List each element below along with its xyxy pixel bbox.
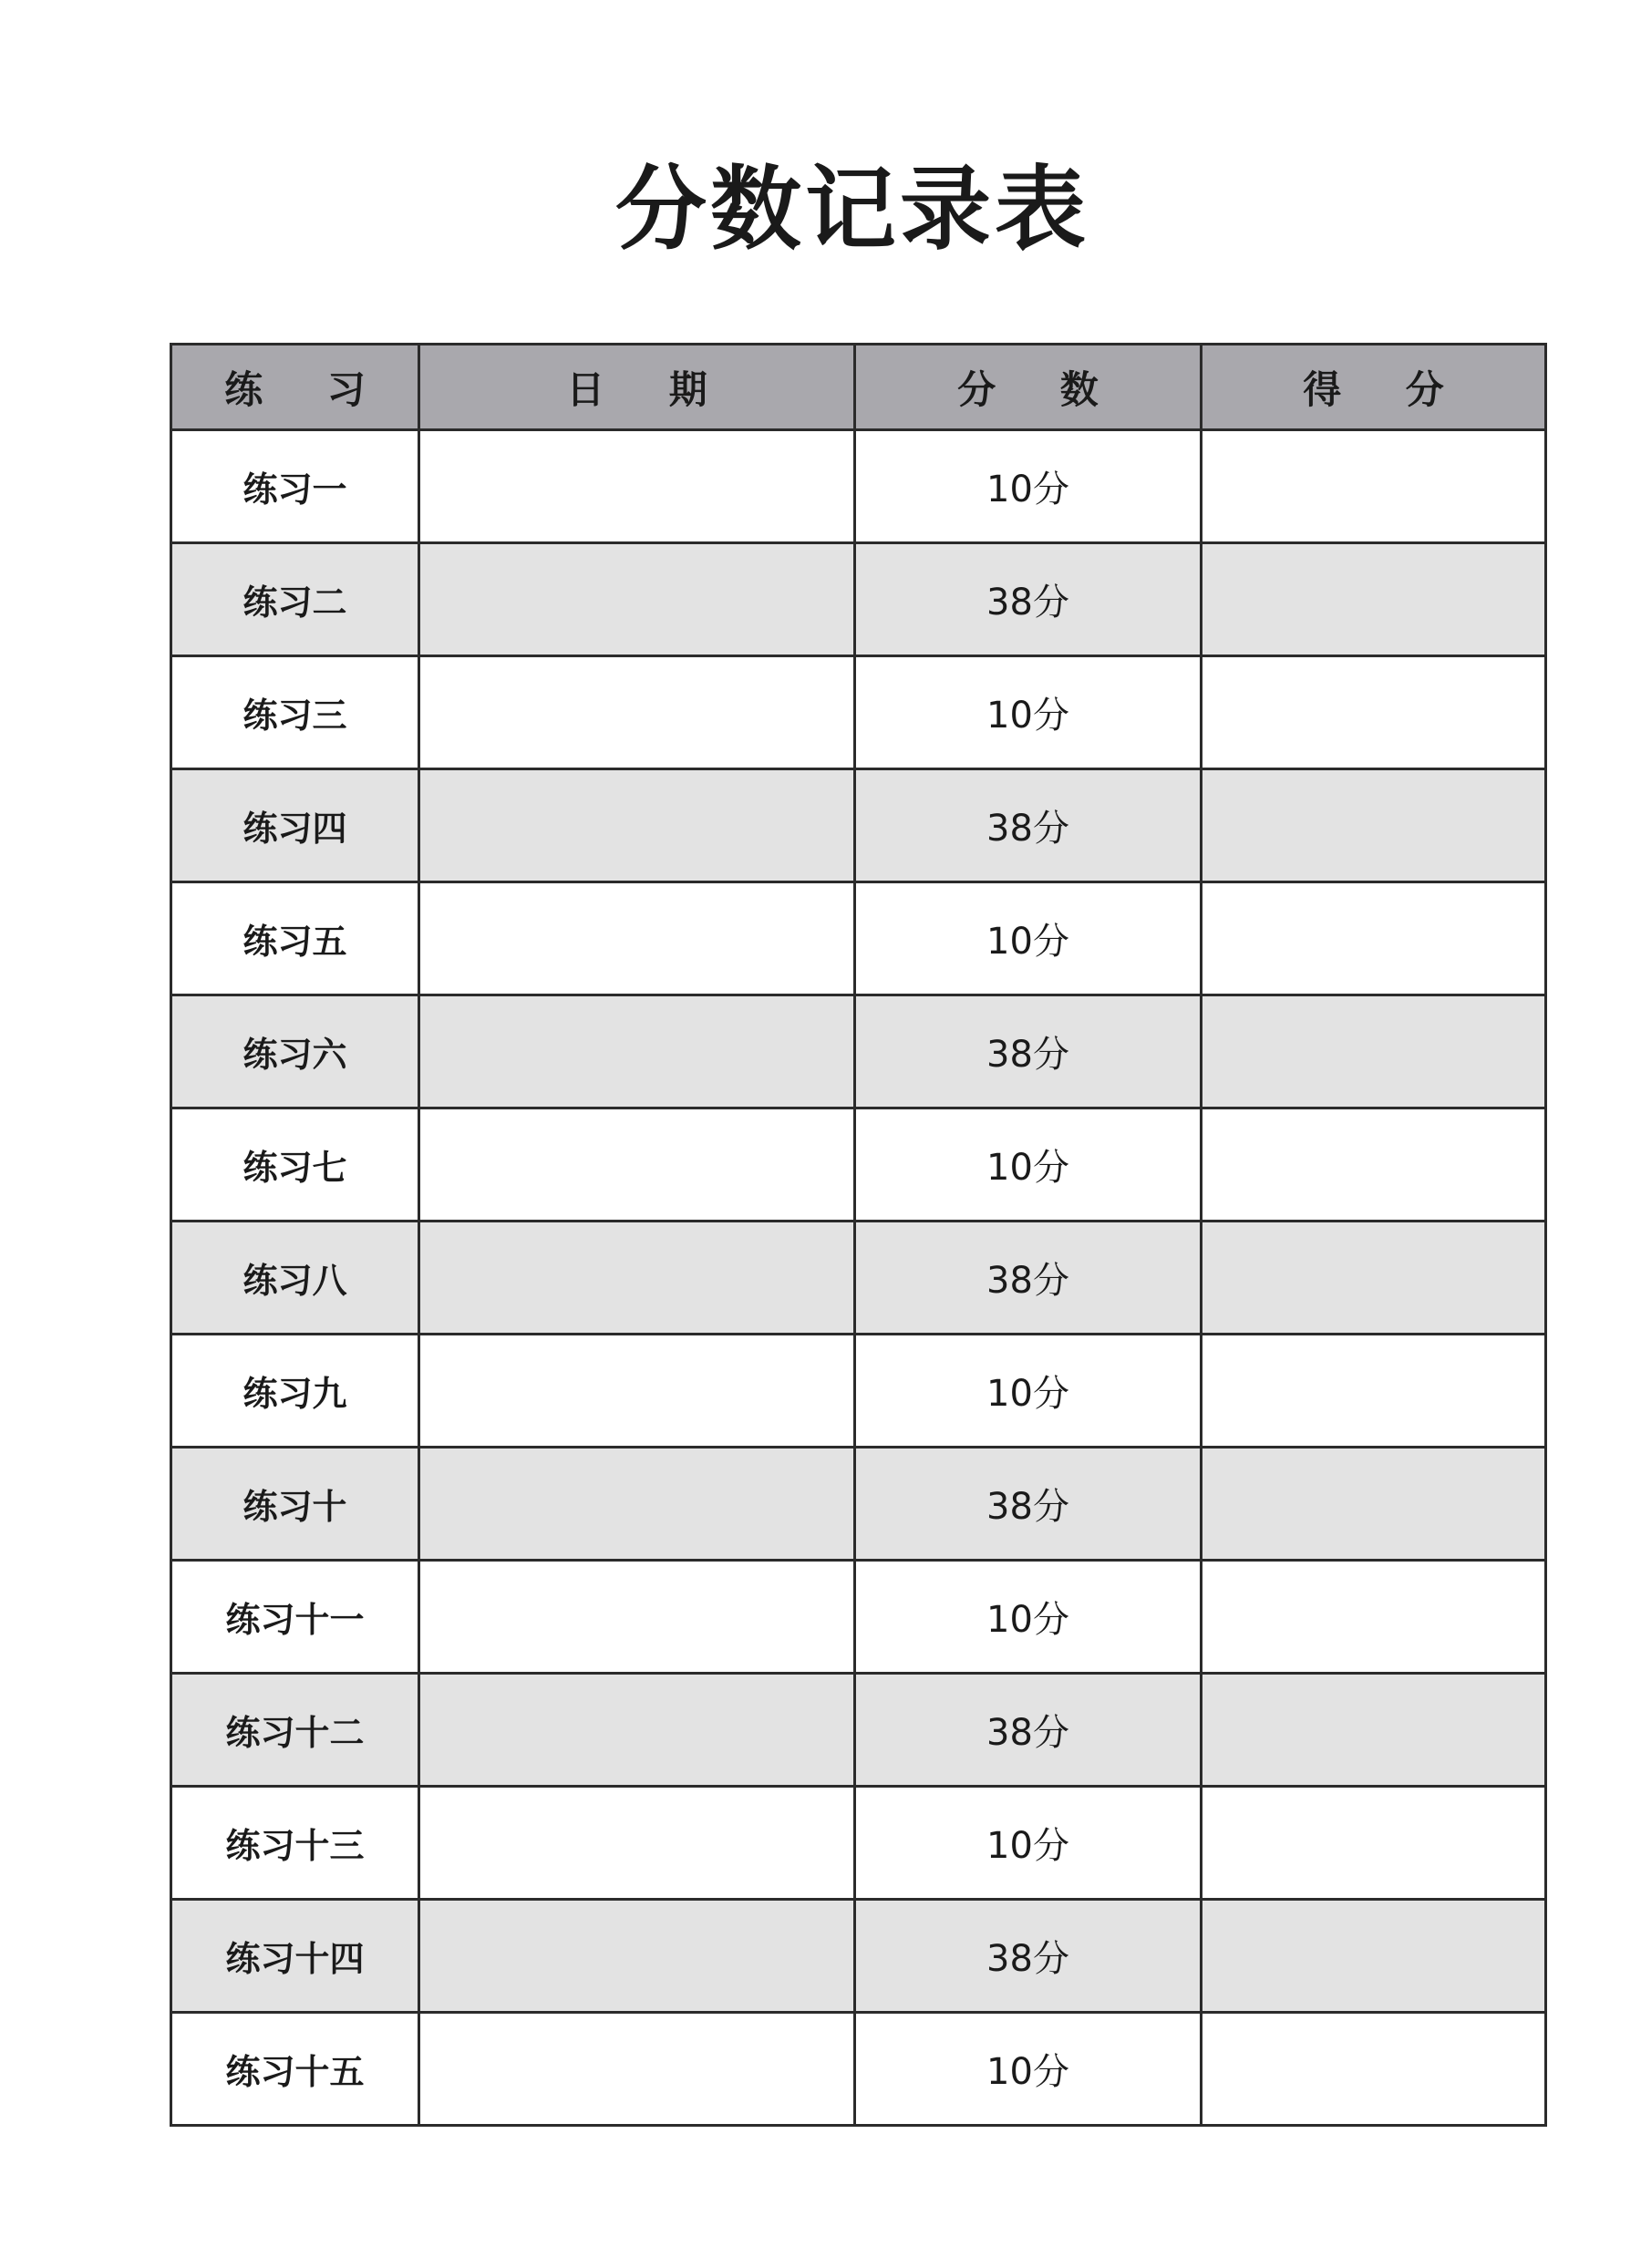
table-row	[171, 1108, 1546, 1222]
points-cell: 38分	[855, 543, 1202, 656]
score-cell[interactable]	[1202, 430, 1546, 543]
table-row	[171, 1335, 1546, 1448]
exercise-cell: 练习十五	[171, 2013, 419, 2126]
points-cell: 10分	[855, 430, 1202, 543]
table-header-row	[171, 345, 1546, 430]
exercise-cell: 练习二	[171, 543, 419, 656]
date-cell[interactable]	[419, 1787, 855, 1900]
page-title: 分数记录表	[615, 156, 1089, 263]
exercise-cell: 练习七	[171, 1108, 419, 1222]
date-cell[interactable]	[419, 1900, 855, 2013]
date-cell[interactable]	[419, 1335, 855, 1448]
table-row	[171, 656, 1546, 769]
score-cell[interactable]	[1202, 1448, 1546, 1561]
date-cell[interactable]	[419, 1561, 855, 1674]
table-row	[171, 995, 1546, 1108]
exercise-cell: 练习一	[171, 430, 419, 543]
points-cell: 38分	[855, 1900, 1202, 2013]
score-cell[interactable]	[1202, 1674, 1546, 1787]
points-cell: 38分	[855, 1222, 1202, 1335]
score-record-table	[170, 343, 1547, 2127]
points-cell: 10分	[855, 1335, 1202, 1448]
points-cell: 10分	[855, 1787, 1202, 1900]
date-cell[interactable]	[419, 1674, 855, 1787]
exercise-cell: 练习九	[171, 1335, 419, 1448]
table-row	[171, 1900, 1546, 2013]
table-row	[171, 882, 1546, 995]
exercise-cell: 练习十四	[171, 1900, 419, 2013]
points-cell: 38分	[855, 1448, 1202, 1561]
date-cell[interactable]	[419, 1108, 855, 1222]
score-cell[interactable]	[1202, 1108, 1546, 1222]
exercise-cell: 练习十三	[171, 1787, 419, 1900]
table-row	[171, 543, 1546, 656]
score-cell[interactable]	[1202, 1335, 1546, 1448]
score-cell[interactable]	[1202, 1787, 1546, 1900]
score-cell[interactable]	[1202, 1561, 1546, 1674]
score-cell[interactable]	[1202, 543, 1546, 656]
date-cell[interactable]	[419, 1222, 855, 1335]
header-score: 得 分	[1202, 345, 1546, 430]
points-cell: 10分	[855, 1561, 1202, 1674]
exercise-cell: 练习五	[171, 882, 419, 995]
header-exercise: 练 习	[171, 345, 419, 430]
date-cell[interactable]	[419, 543, 855, 656]
table-row	[171, 430, 1546, 543]
exercise-cell: 练习十	[171, 1448, 419, 1561]
header-points: 分 数	[855, 345, 1202, 430]
date-cell[interactable]	[419, 2013, 855, 2126]
table-row	[171, 1674, 1546, 1787]
table-row	[171, 1561, 1546, 1674]
table-row	[171, 2013, 1546, 2126]
score-cell[interactable]	[1202, 1222, 1546, 1335]
date-cell[interactable]	[419, 882, 855, 995]
exercise-cell: 练习十一	[171, 1561, 419, 1674]
exercise-cell: 练习三	[171, 656, 419, 769]
score-cell[interactable]	[1202, 995, 1546, 1108]
score-cell[interactable]	[1202, 769, 1546, 882]
date-cell[interactable]	[419, 995, 855, 1108]
points-cell: 10分	[855, 656, 1202, 769]
exercise-cell: 练习四	[171, 769, 419, 882]
points-cell: 10分	[855, 2013, 1202, 2126]
score-cell[interactable]	[1202, 1900, 1546, 2013]
date-cell[interactable]	[419, 656, 855, 769]
date-cell[interactable]	[419, 769, 855, 882]
points-cell: 10分	[855, 1108, 1202, 1222]
exercise-cell: 练习六	[171, 995, 419, 1108]
date-cell[interactable]	[419, 1448, 855, 1561]
exercise-cell: 练习八	[171, 1222, 419, 1335]
points-cell: 38分	[855, 769, 1202, 882]
table-body	[171, 430, 1546, 2126]
table-row	[171, 1787, 1546, 1900]
table-row	[171, 1222, 1546, 1335]
header-date: 日 期	[419, 345, 855, 430]
score-cell[interactable]	[1202, 2013, 1546, 2126]
points-cell: 38分	[855, 995, 1202, 1108]
table-row	[171, 1448, 1546, 1561]
date-cell[interactable]	[419, 430, 855, 543]
table-row	[171, 769, 1546, 882]
points-cell: 38分	[855, 1674, 1202, 1787]
score-cell[interactable]	[1202, 882, 1546, 995]
exercise-cell: 练习十二	[171, 1674, 419, 1787]
score-cell[interactable]	[1202, 656, 1546, 769]
points-cell: 10分	[855, 882, 1202, 995]
